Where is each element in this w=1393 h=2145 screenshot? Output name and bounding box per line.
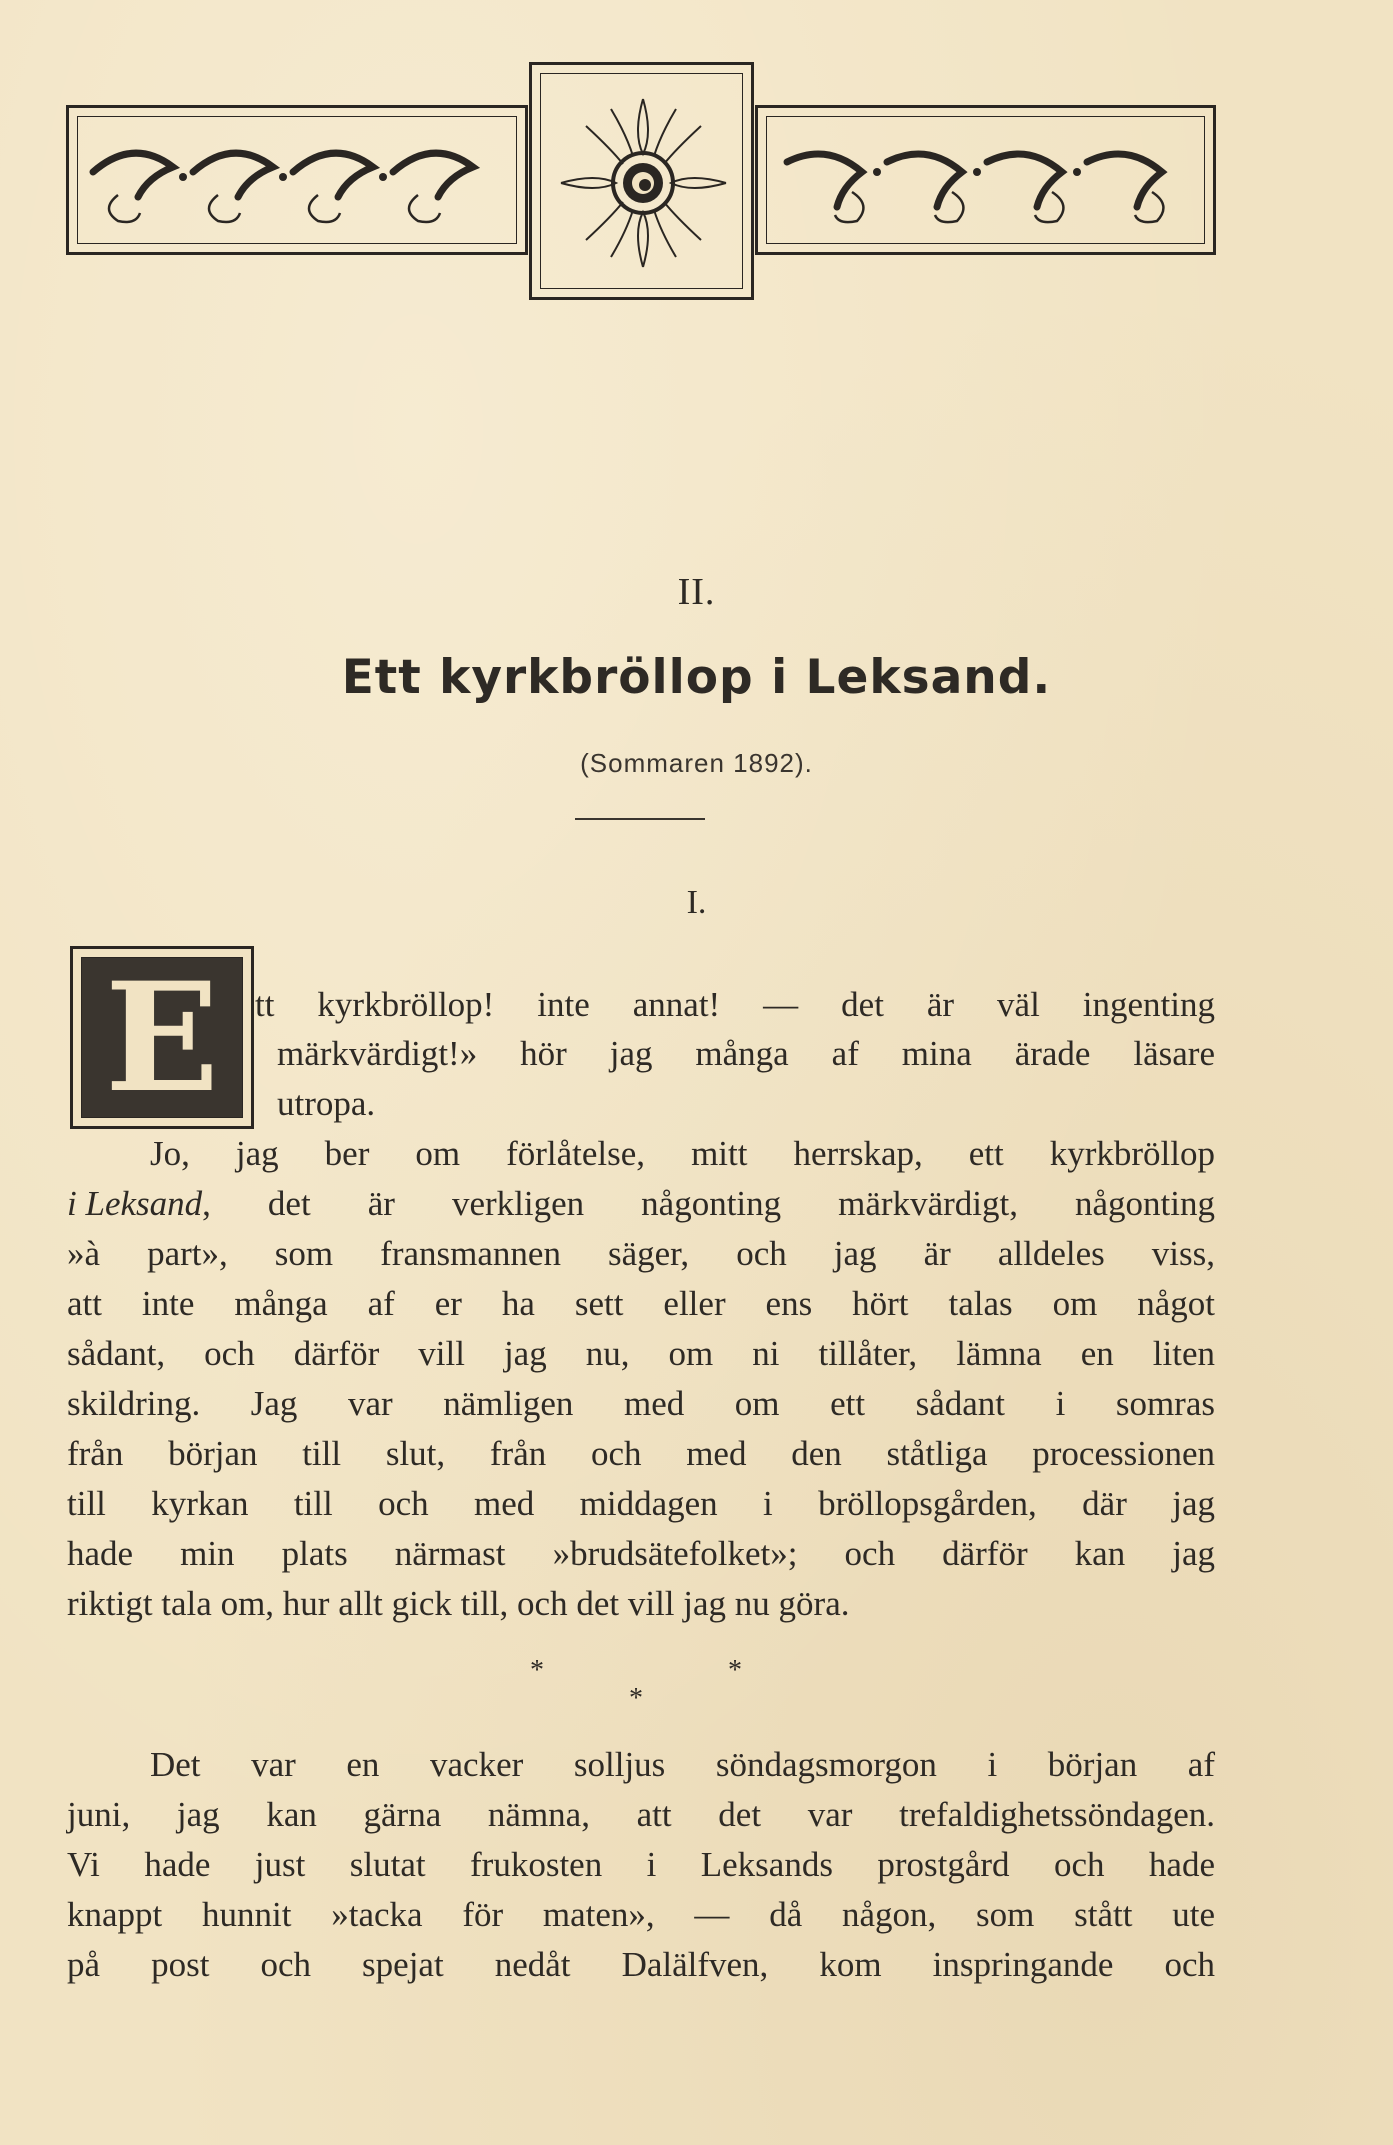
asterism-star: * bbox=[530, 1655, 544, 1686]
asterism-star: * bbox=[629, 1683, 643, 1714]
section-number: I. bbox=[686, 884, 707, 921]
paragraph-line: till kyrkan till och med middagen i bröllopsgården, där jag bbox=[67, 1484, 1215, 1523]
paragraph-line: utropa. bbox=[277, 1084, 376, 1123]
paragraph-line: att inte många af er ha sett eller ens hört talas om något bbox=[67, 1284, 1215, 1323]
ornament-left-frame bbox=[66, 105, 528, 255]
paragraph-line: knappt hunnit »tacka för maten», — då någon, som stått ute bbox=[67, 1895, 1215, 1934]
paragraph-line: »à part», som fransmannen säger, och jag är alldeles viss, bbox=[67, 1234, 1215, 1273]
ornament-left-inner-frame bbox=[77, 116, 517, 244]
paragraph-line: hade min plats närmast »brudsätefolket»; och därför kan jag bbox=[67, 1534, 1215, 1573]
chapter-number: II. bbox=[677, 571, 716, 613]
chapter-subtitle: (Sommaren 1892). bbox=[580, 748, 813, 778]
paragraph-line: på post och spejat nedåt Dalälfven, kom inspringande och bbox=[67, 1945, 1215, 1984]
rosette-ornament-icon bbox=[541, 74, 746, 292]
chapter-title: Ett kyrkbröllop i Leksand. bbox=[341, 650, 1052, 705]
ornament-right-frame bbox=[755, 105, 1216, 255]
scroll-wave-ornament-right-icon bbox=[767, 117, 1196, 235]
drop-cap-inner bbox=[81, 949, 243, 1126]
scroll-wave-ornament-left-icon bbox=[78, 117, 508, 235]
paragraph-line: juni, jag kan gärna nämna, att det var trefaldighetssöndagen. bbox=[67, 1795, 1215, 1834]
paragraph-line: tt kyrkbröllop! inte annat! — det är väl ingenting bbox=[255, 985, 1215, 1024]
ornament-center-frame bbox=[529, 62, 754, 300]
paragraph-line: skildring. Jag var nämligen med om ett sådant i somras bbox=[67, 1384, 1215, 1423]
drop-cap-letter: E bbox=[104, 949, 220, 1126]
drop-cap-frame bbox=[70, 946, 254, 1129]
place-name-italic: i Leksand bbox=[67, 1184, 203, 1223]
paragraph-line-rest: , det är verkligen någonting märkvärdigt, någonting bbox=[202, 1184, 1215, 1223]
paragraph-line: märkvärdigt!» hör jag många af mina ärade läsare bbox=[277, 1034, 1215, 1073]
asterism-star: * bbox=[728, 1655, 742, 1686]
paragraph-line: Det var en vacker solljus söndagsmorgon i början af bbox=[150, 1745, 1215, 1784]
ornament-right-inner-frame bbox=[766, 116, 1205, 244]
paragraph-line: Vi hade just slutat frukosten i Leksands prostgård och hade bbox=[67, 1845, 1215, 1884]
ornament-header bbox=[66, 62, 1216, 307]
paragraph-line: riktigt tala om, hur allt gick till, och det vill jag nu göra. bbox=[67, 1584, 850, 1623]
paragraph-line: från början till slut, från och med den ståtliga processionen bbox=[67, 1434, 1215, 1473]
title-divider bbox=[575, 818, 705, 820]
ornament-center-inner-frame bbox=[540, 73, 743, 289]
paragraph-line: sådant, och därför vill jag nu, om ni tillåter, lämna en liten bbox=[67, 1334, 1215, 1373]
paragraph-line bbox=[67, 1184, 1215, 1224]
paragraph-line: Jo, jag ber om förlåtelse, mitt herrskap, ett kyrkbröllop bbox=[150, 1134, 1215, 1173]
